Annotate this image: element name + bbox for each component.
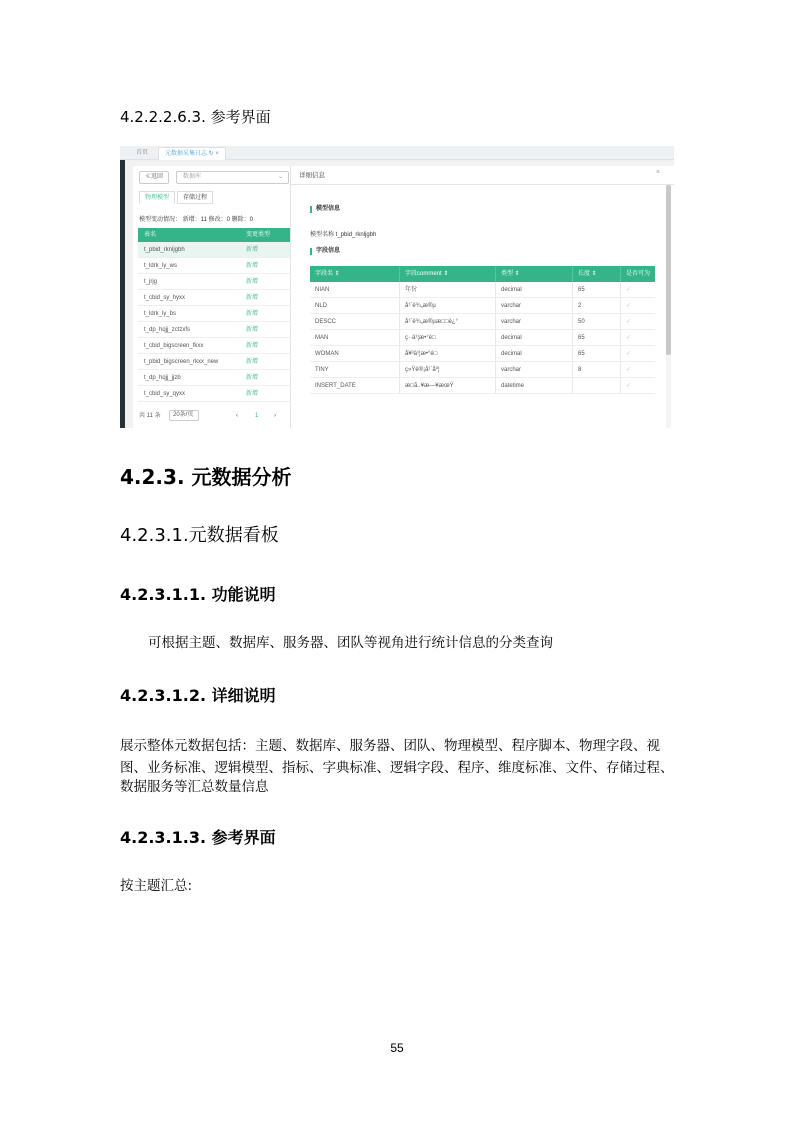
type-cell: varchar	[496, 362, 573, 377]
database-select-value: 数据库	[183, 174, 202, 180]
change-type-cell: 新增	[246, 263, 259, 269]
database-select[interactable]	[176, 171, 289, 184]
field-comment-cell: æ□ã..¥æ—¥æœŸ	[400, 378, 496, 393]
change-type-cell: 新增	[246, 247, 259, 253]
table-row[interactable]	[310, 282, 655, 298]
field-comment-cell: å¥³ä¹¦æ•°é□	[400, 346, 496, 361]
reference-ui-screenshot	[120, 146, 674, 428]
length-cell: 50	[573, 314, 621, 329]
table-name-cell: t_ldrk_ly_bs	[144, 311, 177, 317]
tab-stored-procedure[interactable]: 存储过程	[177, 191, 213, 204]
change-type-cell: 新增	[246, 359, 259, 365]
nullable-check-icon: ✓	[626, 335, 632, 341]
length-cell: 65	[573, 330, 621, 345]
tab-bar	[120, 146, 674, 160]
table-row[interactable]	[138, 306, 291, 322]
length-cell: 65	[573, 282, 621, 297]
page-size-select[interactable]: 20条/页	[169, 410, 199, 421]
table-row[interactable]	[138, 258, 291, 274]
table-row[interactable]	[310, 362, 655, 378]
type-cell: decimal	[496, 330, 573, 345]
table-name-cell: t_jrjg	[144, 279, 158, 285]
nullable-check-icon: ✓	[626, 351, 632, 357]
paragraph-detail-line-2: 图、业务标准、逻辑模型、指标、字典标准、逻辑字段、程序、维度标准、文件、存储过程、	[120, 760, 674, 776]
table-name-cell: t_dp_hqjj_jjzb	[144, 375, 181, 381]
table-name-cell: t_cbid_sy_hyxx	[144, 295, 186, 301]
paragraph-function-description: 可根据主题、数据库、服务器、团队等视角进行统计信息的分类查询	[148, 635, 553, 651]
table-row[interactable]	[138, 242, 291, 258]
column-header-change-type[interactable]: 变更类型	[246, 232, 271, 238]
tab-collection-log[interactable]: 元数据采集日志 ↻ ×	[158, 147, 226, 160]
table-row[interactable]	[310, 314, 655, 330]
model-name: 模型名称 t_pbid_rknljgbh	[310, 232, 377, 238]
prev-page-button[interactable]: ‹	[236, 413, 238, 419]
paragraph-by-topic: 按主题汇总:	[120, 878, 193, 894]
detail-title: 详细信息	[299, 172, 325, 179]
scrollbar[interactable]	[666, 185, 671, 428]
table-name-cell: t_cbid_bigscreen_fkxx	[144, 343, 204, 349]
table-name-cell: t_dp_hqjj_zctzxfs	[144, 327, 191, 333]
field-name-cell: DESCC	[310, 314, 400, 329]
section-heading-42312: 4.2.3.1.2. 详细说明	[120, 686, 276, 705]
chevron-down-icon: ⌄	[277, 174, 283, 180]
table-row[interactable]	[138, 354, 291, 370]
paragraph-detail-line-1: 展示整体元数据包括：主题、数据库、服务器、团队、物理模型、程序脚本、物理字段、视	[120, 738, 660, 754]
field-name-cell: NIAN	[310, 282, 400, 297]
field-comment-cell: ç»Ÿè®¡å¹´åº¦	[400, 362, 496, 377]
subtabs	[139, 191, 215, 204]
column-header-length[interactable]: 长度 ⇕	[573, 266, 621, 282]
divider	[291, 184, 674, 185]
table-row[interactable]	[310, 330, 655, 346]
table-header	[138, 228, 291, 242]
table-row[interactable]	[138, 370, 291, 386]
table-row[interactable]	[138, 290, 291, 306]
paragraph-detail-line-3: 数据服务等汇总数量信息	[120, 779, 269, 795]
model-info-heading: 模型信息	[310, 206, 340, 213]
table-row[interactable]	[138, 322, 291, 338]
change-table	[138, 228, 291, 402]
table-row[interactable]	[138, 386, 291, 402]
change-type-cell: 新增	[246, 391, 259, 397]
length-cell: 65	[573, 346, 621, 361]
field-info-heading: 字段信息	[310, 248, 340, 255]
field-table	[310, 266, 655, 394]
nullable-check-icon: ✓	[626, 303, 632, 309]
type-cell: datetime	[496, 378, 573, 393]
current-page[interactable]: 1	[255, 413, 259, 419]
field-comment-cell: å¹´é¾„æ®µæ□□è¿°	[400, 314, 496, 329]
nullable-check-icon: ✓	[626, 319, 632, 325]
close-icon[interactable]: ×	[655, 169, 660, 176]
nullable-check-icon: ✓	[626, 383, 632, 389]
length-cell	[573, 378, 621, 393]
change-type-cell: 新增	[246, 375, 259, 381]
change-list-pane	[133, 166, 293, 428]
change-type-cell: 新增	[246, 295, 259, 301]
nullable-check-icon: ✓	[626, 287, 632, 293]
column-header-field-comment[interactable]: 字段comment ⇕	[400, 266, 496, 282]
type-cell: varchar	[496, 314, 573, 329]
table-name-cell: t_pbid_rknljgbh	[144, 247, 185, 253]
field-name-cell: MAN	[310, 330, 400, 345]
table-name-cell: t_ldrk_ly_ws	[144, 263, 178, 269]
column-header-table-name[interactable]: 表名	[144, 232, 157, 238]
column-header-nullable[interactable]: 是否可为	[626, 271, 651, 277]
next-page-button[interactable]: ›	[274, 413, 276, 419]
tab-home[interactable]: 首页	[136, 150, 149, 156]
table-row[interactable]	[310, 378, 655, 394]
detail-pane	[290, 166, 674, 428]
change-type-cell: 新增	[246, 311, 259, 317]
table-name-cell: t_pbid_bigscreen_rkxx_new	[144, 359, 219, 365]
section-heading-4226-3: 4.2.2.2.6.3. 参考界面	[120, 108, 271, 126]
column-header-field-name[interactable]: 字段名 ⇕	[310, 266, 400, 282]
nullable-check-icon: ✓	[626, 367, 632, 373]
change-stats: 模型变动情况： 新增：11 修改：0 删除：0	[139, 217, 253, 223]
section-heading-42313: 4.2.3.1.3. 参考界面	[120, 828, 276, 847]
table-row[interactable]	[310, 346, 655, 362]
change-type-cell: 新增	[246, 343, 259, 349]
field-comment-cell: ç··ä¹¦æ•°é□	[400, 330, 496, 345]
type-cell: varchar	[496, 298, 573, 313]
back-button[interactable]: ≪返回	[139, 171, 169, 184]
pagination	[139, 410, 289, 422]
table-row[interactable]	[138, 274, 291, 290]
total-count: 共 11 条	[139, 413, 161, 419]
section-heading-423: 4.2.3. 元数据分析	[120, 465, 292, 489]
length-cell: 8	[573, 362, 621, 377]
table-header	[310, 266, 655, 282]
field-name-cell: INSERT_DATE	[310, 378, 400, 393]
field-name-cell: TINY	[310, 362, 400, 377]
column-header-type[interactable]: 类型 ⇕	[496, 266, 573, 282]
section-heading-42311: 4.2.3.1.1. 功能说明	[120, 585, 276, 604]
field-name-cell: NLD	[310, 298, 400, 313]
section-heading-4231: 4.2.3.1.元数据看板	[120, 525, 279, 546]
field-comment-cell: å¹´é¾„æ®µ	[400, 298, 496, 313]
tab-physical-model[interactable]: 物理模型	[139, 191, 175, 204]
change-type-cell: 新增	[246, 327, 259, 333]
type-cell: decimal	[496, 282, 573, 297]
table-name-cell: t_cbid_sy_qyxx	[144, 391, 186, 397]
type-cell: decimal	[496, 346, 573, 361]
table-row[interactable]	[310, 298, 655, 314]
app-sidebar	[120, 160, 125, 428]
scrollbar-thumb[interactable]	[666, 185, 671, 355]
field-comment-cell: 年份	[400, 282, 496, 297]
length-cell: 2	[573, 298, 621, 313]
page-number: 55	[390, 1041, 404, 1055]
table-row[interactable]	[138, 338, 291, 354]
field-name-cell: WOMAN	[310, 346, 400, 361]
change-type-cell: 新增	[246, 279, 259, 285]
